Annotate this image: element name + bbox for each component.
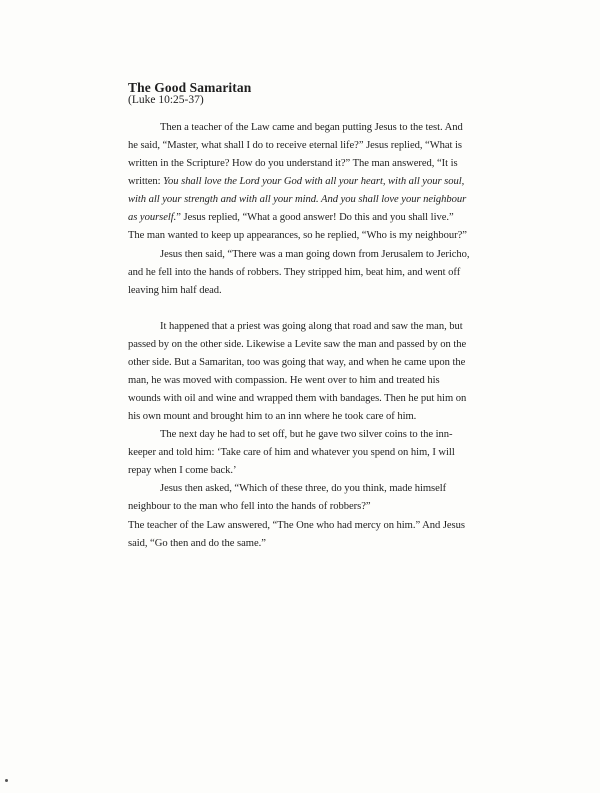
paragraph	[128, 246, 500, 300]
text-line	[128, 408, 500, 426]
text-line	[128, 264, 500, 282]
text-run: written in the Scripture? How do you understand it?” The man answered, “It is	[128, 158, 458, 169]
scripture-reference: (Luke 10:25-37)	[128, 94, 204, 106]
text-line	[128, 462, 500, 480]
italic-text-run: as yourself.	[128, 212, 177, 223]
text-line	[128, 246, 500, 264]
text-run: written:	[128, 176, 164, 187]
paragraph	[128, 426, 500, 480]
text-line	[128, 336, 500, 354]
text-run: wounds with oil and wine and wrapped them with bandages. Then he put him on	[128, 393, 467, 404]
text-line	[128, 444, 500, 462]
text-run: Jesus then said, “There was a man going down from Jerusalem to Jericho,	[160, 249, 470, 260]
text-run: Jesus then asked, “Which of these three, do you think, made himself	[160, 483, 447, 494]
text-line	[128, 498, 500, 516]
text-run: said, “Go then and do the same.”	[128, 538, 266, 549]
paragraph	[128, 517, 500, 553]
text-run: It happened that a priest was going along that road and saw the man, but	[160, 321, 463, 332]
paragraph	[128, 480, 500, 516]
text-line	[128, 173, 500, 191]
text-run: leaving him half dead.	[128, 285, 222, 296]
text-line	[128, 209, 500, 227]
page-title: The Good Samaritan	[128, 80, 252, 95]
paragraph	[128, 318, 500, 426]
text-run: The teacher of the Law answered, “The One who had mercy on him.” And Jesus	[128, 520, 465, 531]
text-run: The man wanted to keep up appearances, so he replied, “Who is my neighbour?”	[128, 230, 467, 241]
text-run: passed by on the other side. Likewise a Levite saw the man and passed by on the	[128, 339, 467, 350]
text-run: and he fell into the hands of robbers. They stripped him, beat him, and went off	[128, 267, 461, 278]
text-run: ” Jesus replied, “What a good answer! Do this and you shall live.”	[176, 212, 454, 223]
text-run: repay when I come back.’	[128, 465, 237, 476]
text-line	[128, 535, 500, 553]
text-line	[128, 155, 500, 173]
italic-text-run: You shall love the Lord your God with all your heart, with all your soul,	[163, 176, 465, 187]
text-line	[128, 318, 500, 336]
text-line	[128, 227, 500, 245]
paragraph	[128, 119, 500, 245]
text-line	[128, 119, 500, 137]
text-line	[128, 480, 500, 498]
text-run: other side. But a Samaritan, too was going that way, and when he came upon the	[128, 357, 466, 368]
text-run: keeper and told him: ‘Take care of him and whatever you spend on him, I will	[128, 447, 455, 458]
text-run: his own mount and brought him to an inn where he took care of him.	[128, 411, 417, 422]
text-run: he said, “Master, what shall I do to receive eternal life?” Jesus replied, “What is	[128, 140, 462, 151]
text-line	[128, 390, 500, 408]
text-line	[128, 191, 500, 209]
text-line	[128, 137, 500, 155]
scan-speck	[5, 779, 8, 782]
text-run: man, he was moved with compassion. He went over to him and treated his	[128, 375, 440, 386]
text-line	[128, 354, 500, 372]
text-run: The next day he had to set off, but he gave two silver coins to the inn-	[160, 429, 453, 440]
text-run: Then a teacher of the Law came and began putting Jesus to the test. And	[160, 122, 463, 133]
text-run: neighbour to the man who fell into the hands of robbers?”	[128, 501, 371, 512]
text-line	[128, 517, 500, 535]
text-line	[128, 282, 500, 300]
text-line	[128, 372, 500, 390]
italic-text-run: with all your strength and with all your mind. And you shall love your neighbour	[128, 194, 467, 205]
text-line	[128, 426, 500, 444]
